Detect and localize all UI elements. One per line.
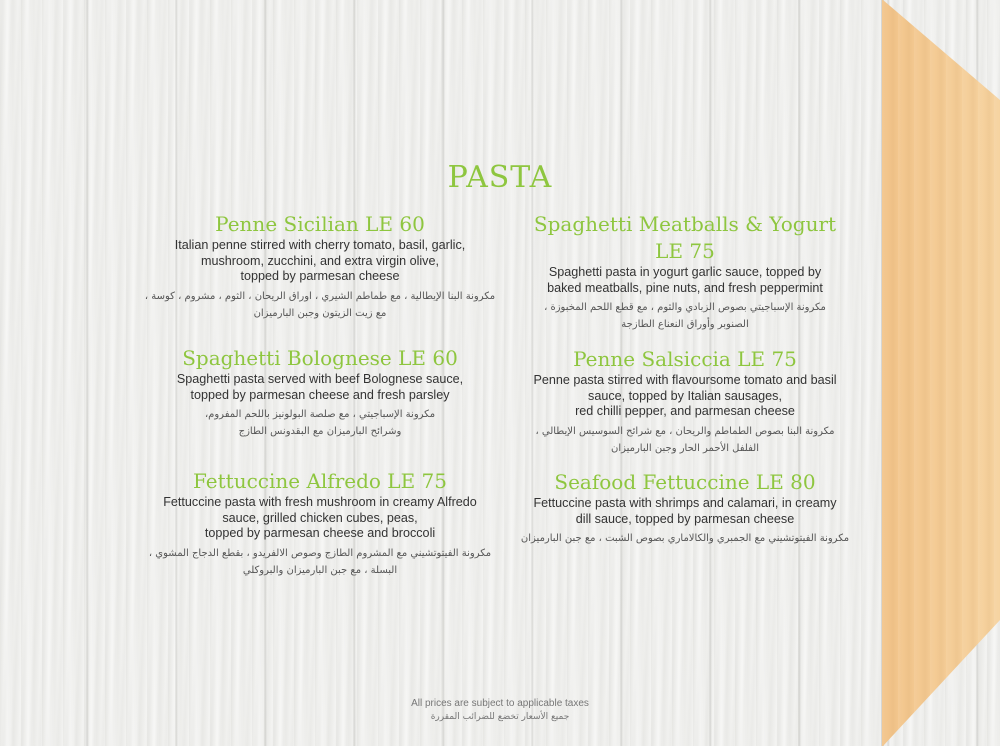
item-description: Fettuccine pasta with shrimps and calamari, in creamy dill sauce, topped by parmesan cheese — [533, 496, 837, 526]
menu-item-penne-salsiccia — [480, 346, 890, 457]
item-description: Fettuccine pasta with fresh mushroom in creamy Alfredo sauce, grilled chicken cubes, peas, topped by parmesan cheese and broccoli — [163, 495, 477, 540]
footer-note — [0, 698, 1000, 722]
item-name: Spaghetti Meatballs & Yogurt LE 75 — [533, 212, 837, 263]
menu-item-fettuccine-alfredo — [110, 468, 530, 579]
menu-item-spaghetti-bolognese — [110, 345, 530, 440]
item-name: Penne Salsiccia LE 75 — [573, 347, 797, 371]
item-name: Spaghetti Bolognese LE 60 — [182, 346, 458, 370]
item-description: Spaghetti pasta served with beef Bolognese sauce, topped by parmesan cheese and fresh parsley — [176, 372, 464, 402]
menu-tab — [882, 0, 1000, 746]
section-title: PASTA — [447, 160, 553, 195]
item-name: Penne Sicilian LE 60 — [215, 212, 425, 236]
item-description: Spaghetti pasta in yogurt garlic sauce, topped by baked meatballs, pine nuts, and fresh peppermint — [547, 265, 823, 295]
item-description-arabic: مكرونة الفيتوتشيني مع الجمبري والكالاماري بصوص الشبت ، مع جبن البارميزان — [520, 533, 850, 544]
item-description: Italian penne stirred with cherry tomato, basil, garlic, mushroom, zucchini, and extra virgin olive, topped by parmesan cheese — [174, 238, 466, 283]
menu-item-seafood-fettuccine — [480, 469, 890, 547]
item-description: Penne pasta stirred with flavoursome tomato and basil sauce, topped by Italian sausages, red chilli pepper, and parmesan cheese — [533, 373, 837, 418]
footer-note-english: All prices are subject to applicable taxes — [411, 698, 589, 709]
menu-item-spaghetti-meatballs-yogurt — [480, 211, 890, 333]
item-description-arabic: مكرونة الإسباجيتي بصوص الزبادي والثوم ، مع قطع اللحم المخبوزة ، الصنوبر وأوراق النعناع الطازجة — [544, 302, 826, 330]
item-description-arabic: مكرونة البنا الإيطالية ، مع طماطم الشيري ، اوراق الريحان ، الثوم ، مشروم ، كوسة ، مع زيت الزيتون وجبن البارميزان — [144, 290, 496, 319]
footer-note-arabic: جميع الأسعار تخضع للضرائب المقررة — [430, 712, 570, 722]
item-name: Fettuccine Alfredo LE 75 — [193, 469, 447, 493]
item-description-arabic: مكرونة الإسباجيتي ، مع صلصة البولونيز باللحم المفروم، وشرائح البارميزان مع البقدونس الطازج — [204, 409, 436, 437]
item-name: Seafood Fettuccine LE 80 — [554, 470, 816, 494]
item-description-arabic: مكرونة البنا بصوص الطماطم والريحان ، مع شرائح السوسيس الإيطالي ، الفلفل الأحمر الحار وجبن البارميزان — [535, 425, 835, 454]
item-description-arabic: مكرونة الفيتوتشيني مع المشروم الطازج وصوص الالفريدو ، بقطع الدجاج المشوي ، البسلة ، مع جبن البارميزان والبروكلي — [148, 547, 492, 576]
menu-item-penne-sicilian — [110, 211, 530, 322]
